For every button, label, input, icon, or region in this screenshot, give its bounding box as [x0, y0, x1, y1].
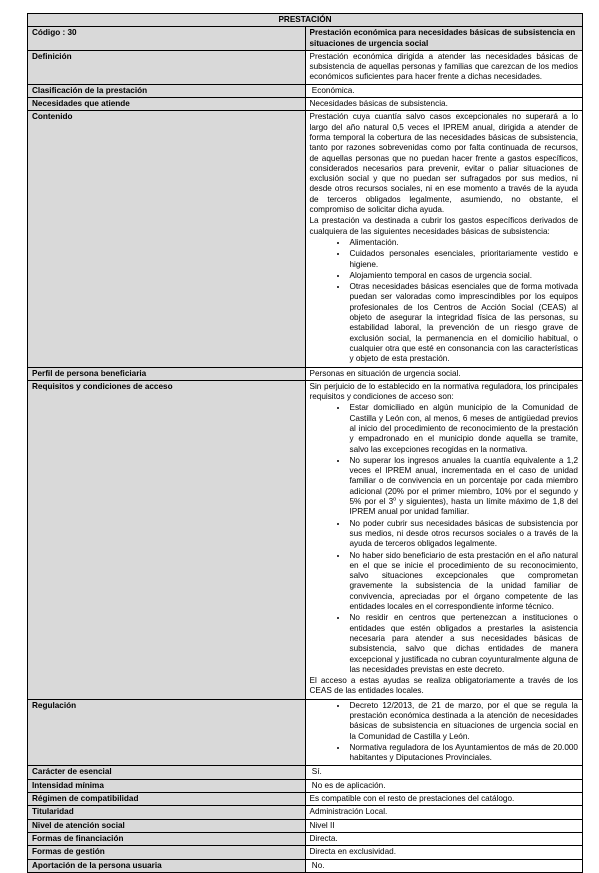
nivel-label: Nivel de atención social — [28, 819, 306, 832]
regulacion-value — [305, 699, 583, 766]
necesidades-label: Necesidades que atiende — [28, 98, 306, 111]
perfil-label: Perfil de persona beneficiaria — [28, 367, 306, 380]
contenido-label: Contenido — [28, 111, 306, 367]
codigo-value: Prestación económica para necesidades básicas de subsistencia en situaciones de urgencia social — [305, 27, 583, 51]
list-item: • Cuidados personales esenciales, prioritariamente vestido e higiene. — [348, 249, 579, 270]
intensidad-text: No es de aplicación. — [311, 780, 386, 790]
contenido-list — [310, 238, 579, 365]
caracter-label: Carácter de esencial — [28, 766, 306, 779]
gestion-value: Directa en exclusividad. — [305, 846, 583, 859]
gestion-row — [28, 846, 583, 859]
financiacion-row — [28, 832, 583, 845]
list-item: • Estar domiciliado en algún municipio de la Comunidad de Castilla y León con, al menos, 6 meses de antigüedad previos al inicio del procedimiento de reconocimiento de la prestación y empadronado en el municipio donde aquella se tramite, salvo las excepciones recogidas en la normativa. — [348, 403, 579, 454]
contenido-paragraph-2: La prestación va destinada a cubrir los gastos específicos derivados de cualquiera de las siguientes necesidades básicas de subsistencia: — [309, 216, 578, 236]
necesidades-row — [28, 98, 583, 111]
list-item: • Normativa reguladora de los Ayuntamientos de más de 20.000 habitantes y Diputaciones Provinciales. — [348, 743, 579, 764]
aportacion-text: No. — [311, 860, 325, 870]
list-item — [348, 456, 579, 518]
definicion-value: Prestación económica dirigida a atender las necesidades básicas de subsistencia de aquellas personas y familias que carezcan de los medios económicos suficientes para hacer frente a dichas necesidades. — [305, 50, 583, 84]
regimen-label: Régimen de compatibilidad — [28, 793, 306, 806]
caracter-value — [305, 766, 583, 779]
caracter-row — [28, 766, 583, 779]
list-item: • No haber sido beneficiario de esta prestación en el año natural en el que se inicie el procedimiento de su reconocimiento, salvo situaciones excepcionales que comprometan gravemente la subsistencia de la unidad familiar de convivencia, apreciadas por el órgano competente de las entidades locales en el correspondiente informe técnico. — [348, 551, 579, 613]
contenido-value — [305, 111, 583, 367]
table-title: PRESTACIÓN — [28, 14, 583, 27]
regulacion-row — [28, 699, 583, 766]
requisitos-label: Requisitos y condiciones de acceso — [28, 380, 306, 699]
definicion-row — [28, 50, 583, 84]
codigo-label: Código : 30 — [28, 27, 306, 51]
prestacion-table — [27, 13, 583, 873]
clasificacion-value — [305, 84, 583, 97]
regulacion-list — [310, 701, 579, 764]
requisitos-row — [28, 380, 583, 699]
regulacion-label: Regulación — [28, 699, 306, 766]
list-item: • No residir en centros que pertenezcan a instituciones o entidades que estén obligados a prestarles la asistencia necesaria para atender a sus necesidades básicas de subsistencia, salvo que dichas entidades de manera excepcional y justificada no cubran coyunturalmente alguna de las necesidades previstas en este decreto. — [348, 613, 579, 675]
list-item: • Otras necesidades básicas esenciales que de forma motivada puedan ser valoradas como imprescindibles por los equipos profesionales de los Centros de Acción Social (CEAS) al objeto de asegurar la integridad física de las personas, su estabilidad laboral, la prevención de un riesgo grave de exclusión social, la permanencia en el domicilio habitual, o cualquier otra que esté en consonancia con las características y objeto de esta prestación. — [348, 282, 579, 364]
titularidad-value: Administración Local. — [305, 806, 583, 819]
codigo-row — [28, 27, 583, 51]
requisitos-value — [305, 380, 583, 699]
list-item-tail: y siguientes), hasta un límite máximo de 1,8 del IPREM anual por unidad familiar. — [349, 497, 578, 517]
requisitos-outro: El acceso a estas ayudas se realiza obligatoriamente a través de los CEAS de las entidades locales. — [309, 676, 578, 696]
requisitos-list — [310, 403, 579, 675]
contenido-row — [28, 111, 583, 367]
nivel-row — [28, 819, 583, 832]
intensidad-row — [28, 779, 583, 792]
clasificacion-label: Clasificación de la prestación — [28, 84, 306, 97]
intensidad-value — [305, 779, 583, 792]
necesidades-value: Necesidades básicas de subsistencia. — [305, 98, 583, 111]
aportacion-row — [28, 859, 583, 872]
requisitos-intro: Sin perjuicio de lo establecido en la normativa reguladora, los principales requisitos y condiciones de acceso son: — [309, 381, 578, 402]
caracter-text: Sí. — [311, 767, 322, 777]
ordinal-superscript: o — [393, 496, 397, 503]
financiacion-label: Formas de financiación — [28, 832, 306, 845]
definicion-label: Definición — [28, 50, 306, 84]
clasificacion-row — [28, 84, 583, 97]
nivel-value: Nivel II — [305, 819, 583, 832]
list-item: • Decreto 12/2013, de 21 de marzo, por el que se regula la prestación económica destinada a la atención de necesidades básicas de subsistencia en situaciones de urgencia social en la Comunidad de Castilla y León. — [348, 701, 579, 742]
list-item: • Alimentación. — [348, 238, 579, 248]
perfil-value: Personas en situación de urgencia social. — [305, 367, 583, 380]
financiacion-value: Directa. — [305, 832, 583, 845]
titularidad-row — [28, 806, 583, 819]
aportacion-label: Aportación de la persona usuaria — [28, 859, 306, 872]
list-item-text: No superar los ingresos anuales la cuantía equivalente a 1,2 veces el IPREM anual, incrementada en el caso de unidad familiar o de convivencia en un porcentaje por cada miembro adicional (20% por el primer miembro, 10% por el segundo y 5% por el 3 — [349, 455, 578, 507]
regimen-value: Es compatible con el resto de prestaciones del catálogo. — [305, 793, 583, 806]
clasificacion-text: Económica. — [311, 85, 355, 95]
list-item: • No poder cubrir sus necesidades básicas de subsistencia por sus medios, ni desde otros recursos sociales o a través de la ayuda de terceros obligados legalmente. — [348, 519, 579, 550]
gestion-label: Formas de gestión — [28, 846, 306, 859]
aportacion-value — [305, 859, 583, 872]
regimen-row — [28, 793, 583, 806]
titularidad-label: Titularidad — [28, 806, 306, 819]
contenido-paragraph-1: Prestación cuya cuantía salvo casos excepcionales no superará a lo largo del año natural 0,5 veces el IPREM anual, dirigida a atender de forma temporal la cobertura de las necesidades básicas de subsistencia, tanto por razones sobrevenidas como por falta continuada de recursos, de aquellas personas que no puedan hacer frente a gastos específicos, considerados necesarios para prevenir, evitar o paliar situaciones de exclusión social y que no puedan ser sufragados por sus medios, ni desde otros recursos sociales, ni en ese momento a través de la ayuda de terceros obligados legalmente, asumiendo, no obstante, el compromiso de solicitar dicha ayuda. — [309, 112, 578, 215]
perfil-row — [28, 367, 583, 380]
list-item: • Alojamiento temporal en casos de urgencia social. — [348, 271, 579, 281]
intensidad-label: Intensidad mínima — [28, 779, 306, 792]
